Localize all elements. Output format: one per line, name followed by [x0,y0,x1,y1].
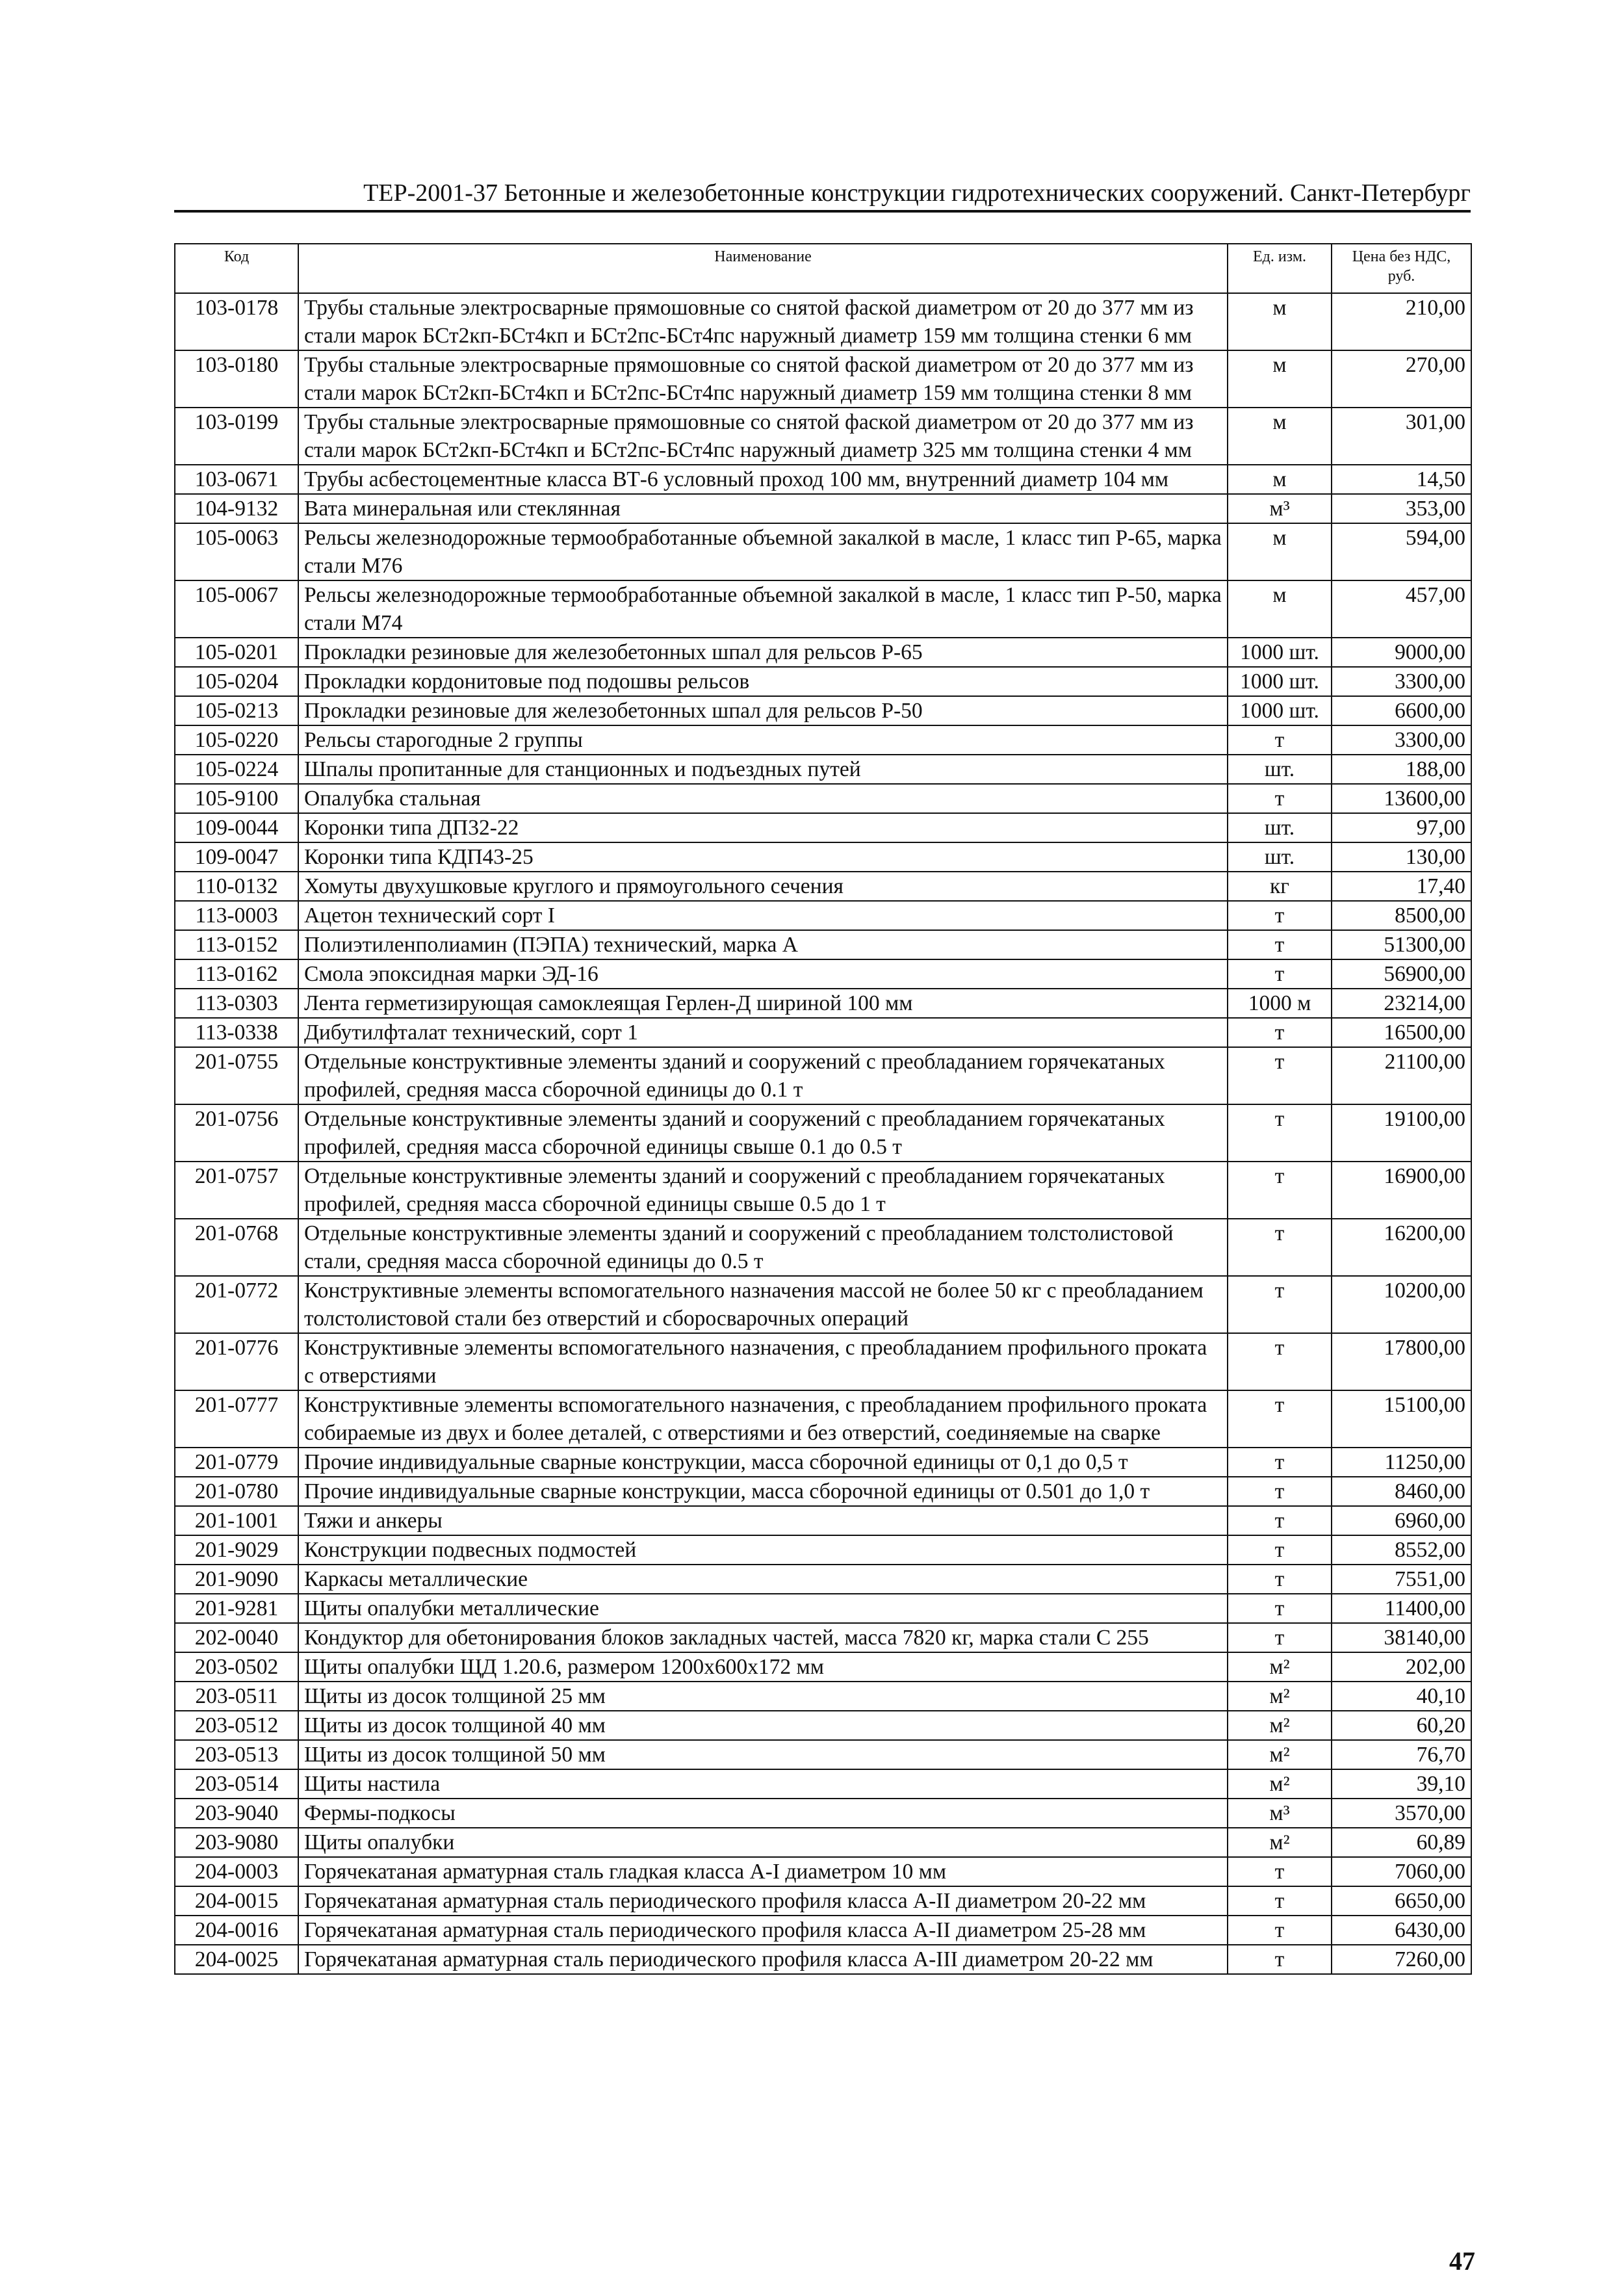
cell-name: Горячекатаная арматурная сталь периодического профиля класса А-III диаметром 20-22 мм [298,1945,1228,1974]
cell-unit: 1000 шт. [1228,696,1332,725]
cell-price: 16900,00 [1332,1162,1471,1219]
cell-name: Щиты настила [298,1769,1228,1799]
cell-name: Горячекатаная арматурная сталь периодического профиля класса А-II диаметром 20-22 мм [298,1886,1228,1916]
cell-unit: т [1228,1276,1332,1333]
cell-price: 11400,00 [1332,1594,1471,1623]
table-row [175,350,1471,408]
cell-name: Конструктивные элементы вспомогательного назначения, с преобладанием профильного проката собираемые из двух и более деталей, с отверстиями и без отверстий, соединяемые на сварке [298,1390,1228,1448]
cell-price: 9000,00 [1332,638,1471,667]
cell-price: 457,00 [1332,580,1471,638]
cell-unit: м [1228,350,1332,408]
cell-price: 76,70 [1332,1740,1471,1769]
table-row [175,1477,1471,1506]
cell-price: 17800,00 [1332,1333,1471,1390]
cell-code: 113-0162 [175,959,298,989]
cell-code: 201-0776 [175,1333,298,1390]
cell-name: Прочие индивидуальные сварные конструкции, масса сборочной единицы от 0.501 до 1,0 т [298,1477,1228,1506]
table-row [175,1506,1471,1535]
cell-unit: 1000 шт. [1228,638,1332,667]
table-row [175,523,1471,580]
cell-name: Коронки типа КДП43-25 [298,842,1228,872]
cell-unit: т [1228,1162,1332,1219]
cell-price: 16200,00 [1332,1219,1471,1276]
cell-name: Отдельные конструктивные элементы зданий и сооружений с преобладанием толстолистовой стали, средняя масса сборочной единицы до 0.5 т [298,1219,1228,1276]
cell-name: Каркасы металлические [298,1565,1228,1594]
table-row [175,784,1471,813]
cell-code: 105-0063 [175,523,298,580]
cell-name: Прочие индивидуальные сварные конструкции, масса сборочной единицы от 0,1 до 0,5 т [298,1448,1228,1477]
cell-unit: т [1228,725,1332,755]
table-row [175,1047,1471,1104]
table-row [175,696,1471,725]
cell-unit: 1000 шт. [1228,667,1332,696]
cell-unit: м² [1228,1682,1332,1711]
cell-code: 203-9040 [175,1799,298,1828]
cell-price: 8500,00 [1332,901,1471,930]
cell-name: Хомуты двухушковые круглого и прямоугольного сечения [298,872,1228,901]
cell-unit: т [1228,1945,1332,1974]
cell-price: 14,50 [1332,465,1471,494]
cell-code: 113-0303 [175,989,298,1018]
table-row [175,1162,1471,1219]
cell-price: 51300,00 [1332,930,1471,959]
cell-unit: т [1228,1916,1332,1945]
cell-unit: м² [1228,1828,1332,1857]
cell-unit: м [1228,580,1332,638]
table-row [175,1448,1471,1477]
cell-price: 3570,00 [1332,1799,1471,1828]
table-row [175,989,1471,1018]
column-header-unit: Ед. изм. [1228,244,1332,293]
table-row [175,1682,1471,1711]
cell-unit: м [1228,465,1332,494]
cell-code: 201-0772 [175,1276,298,1333]
cell-unit: т [1228,959,1332,989]
cell-code: 105-0204 [175,667,298,696]
table-row [175,1740,1471,1769]
table-row [175,1333,1471,1390]
cell-price: 38140,00 [1332,1623,1471,1652]
cell-price: 39,10 [1332,1769,1471,1799]
cell-code: 109-0047 [175,842,298,872]
cell-code: 202-0040 [175,1623,298,1652]
table-row [175,1219,1471,1276]
cell-code: 103-0199 [175,408,298,465]
cell-price: 16500,00 [1332,1018,1471,1047]
cell-name: Щиты опалубки [298,1828,1228,1857]
table-row [175,1828,1471,1857]
cell-price: 7260,00 [1332,1945,1471,1974]
cell-code: 201-9090 [175,1565,298,1594]
cell-price: 6960,00 [1332,1506,1471,1535]
column-header-price: Цена без НДС, руб. [1332,244,1471,293]
cell-code: 203-0502 [175,1652,298,1682]
cell-unit: т [1228,1333,1332,1390]
cell-price: 3300,00 [1332,667,1471,696]
cell-name: Конструкции подвесных подмостей [298,1535,1228,1565]
cell-name: Трубы стальные электросварные прямошовные со снятой фаской диаметром от 20 до 377 мм из стали марок БСт2кп-БСт4кп и БСт2пс-БСт4пс наружный диаметр 159 мм толщина стенки 6 мм [298,293,1228,350]
cell-name: Щиты опалубки металлические [298,1594,1228,1623]
cell-price: 6430,00 [1332,1916,1471,1945]
table-row [175,580,1471,638]
cell-name: Щиты опалубки ЩД 1.20.6, размером 1200х600х172 мм [298,1652,1228,1682]
cell-name: Коронки типа ДП32-22 [298,813,1228,842]
table-row [175,465,1471,494]
cell-price: 60,89 [1332,1828,1471,1857]
cell-price: 353,00 [1332,494,1471,523]
cell-code: 203-9080 [175,1828,298,1857]
cell-price: 7551,00 [1332,1565,1471,1594]
cell-name: Прокладки резиновые для железобетонных шпал для рельсов Р-50 [298,696,1228,725]
cell-name: Конструктивные элементы вспомогательного назначения, с преобладанием профильного проката с отверстиями [298,1333,1228,1390]
table-row [175,1104,1471,1162]
cell-price: 23214,00 [1332,989,1471,1018]
cell-unit: шт. [1228,755,1332,784]
cell-unit: т [1228,784,1332,813]
cell-price: 40,10 [1332,1682,1471,1711]
cell-name: Отдельные конструктивные элементы зданий и сооружений с преобладанием горячекатаных профилей, средняя масса сборочной единицы свыше 0.5 до 1 т [298,1162,1228,1219]
cell-unit: 1000 м [1228,989,1332,1018]
cell-price: 11250,00 [1332,1448,1471,1477]
cell-code: 201-0756 [175,1104,298,1162]
cell-name: Вата минеральная или стеклянная [298,494,1228,523]
cell-code: 201-9281 [175,1594,298,1623]
cell-code: 105-0067 [175,580,298,638]
cell-unit: т [1228,1565,1332,1594]
cell-unit: т [1228,1018,1332,1047]
cell-unit: т [1228,1857,1332,1886]
cell-code: 105-0201 [175,638,298,667]
cell-name: Прокладки кордонитовые под подошвы рельсов [298,667,1228,696]
cell-code: 113-0338 [175,1018,298,1047]
cell-unit: т [1228,1506,1332,1535]
cell-code: 201-0768 [175,1219,298,1276]
table-row [175,667,1471,696]
cell-name: Опалубка стальная [298,784,1228,813]
cell-name: Тяжи и анкеры [298,1506,1228,1535]
cell-code: 201-9029 [175,1535,298,1565]
cell-name: Горячекатаная арматурная сталь гладкая класса А-I диаметром 10 мм [298,1857,1228,1886]
cell-code: 204-0025 [175,1945,298,1974]
cell-unit: м³ [1228,494,1332,523]
table-row [175,842,1471,872]
cell-name: Рельсы железнодорожные термообработанные объемной закалкой в масле, 1 класс тип Р-50, марка стали М74 [298,580,1228,638]
cell-price: 3300,00 [1332,725,1471,755]
cell-unit: т [1228,1886,1332,1916]
cell-code: 203-0511 [175,1682,298,1711]
cell-unit: шт. [1228,813,1332,842]
cell-name: Полиэтиленполиамин (ПЭПА) технический, марка А [298,930,1228,959]
cell-name: Рельсы железнодорожные термообработанные объемной закалкой в масле, 1 класс тип Р-65, марка стали М76 [298,523,1228,580]
cell-unit: т [1228,1104,1332,1162]
table-row [175,1945,1471,1974]
cell-unit: т [1228,1535,1332,1565]
cell-name: Шпалы пропитанные для станционных и подъездных путей [298,755,1228,784]
cell-name: Трубы асбестоцементные класса ВТ-6 условный проход 100 мм, внутренний диаметр 104 мм [298,465,1228,494]
cell-price: 97,00 [1332,813,1471,842]
cell-unit: шт. [1228,842,1332,872]
cell-code: 103-0180 [175,350,298,408]
cell-unit: т [1228,901,1332,930]
cell-name: Отдельные конструктивные элементы зданий и сооружений с преобладанием горячекатаных профилей, средняя масса сборочной единицы до 0.1 т [298,1047,1228,1104]
cell-name: Щиты из досок толщиной 25 мм [298,1682,1228,1711]
cell-code: 103-0178 [175,293,298,350]
cell-name: Дибутилфталат технический, сорт 1 [298,1018,1228,1047]
table-row [175,930,1471,959]
table-row [175,1594,1471,1623]
table-row [175,1799,1471,1828]
table-row [175,638,1471,667]
table-row [175,1652,1471,1682]
cell-name: Щиты из досок толщиной 40 мм [298,1711,1228,1740]
cell-code: 105-0224 [175,755,298,784]
cell-price: 202,00 [1332,1652,1471,1682]
cell-unit: т [1228,930,1332,959]
cell-unit: м² [1228,1711,1332,1740]
cell-unit: м² [1228,1769,1332,1799]
cell-code: 105-9100 [175,784,298,813]
cell-name: Лента герметизирующая самоклеящая Герлен-Д шириной 100 мм [298,989,1228,1018]
cell-unit: м [1228,408,1332,465]
cell-code: 103-0671 [175,465,298,494]
cell-price: 6600,00 [1332,696,1471,725]
cell-price: 210,00 [1332,293,1471,350]
cell-price: 188,00 [1332,755,1471,784]
cell-code: 204-0015 [175,1886,298,1916]
cell-name: Трубы стальные электросварные прямошовные со снятой фаской диаметром от 20 до 377 мм из стали марок БСт2кп-БСт4кп и БСт2пс-БСт4пс наружный диаметр 325 мм толщина стенки 4 мм [298,408,1228,465]
cell-name: Отдельные конструктивные элементы зданий и сооружений с преобладанием горячекатаных профилей, средняя масса сборочной единицы свыше 0.1 до 0.5 т [298,1104,1228,1162]
table-header-row [175,244,1471,293]
cell-price: 60,20 [1332,1711,1471,1740]
table-row [175,1857,1471,1886]
cell-price: 130,00 [1332,842,1471,872]
cell-code: 204-0016 [175,1916,298,1945]
cell-code: 201-0755 [175,1047,298,1104]
cell-unit: кг [1228,872,1332,901]
table-row [175,1565,1471,1594]
cell-name: Фермы-подкосы [298,1799,1228,1828]
cell-unit: т [1228,1219,1332,1276]
cell-name: Кондуктор для обетонирования блоков закладных частей, масса 7820 кг, марка стали С 255 [298,1623,1228,1652]
table-row [175,1623,1471,1652]
cell-unit: т [1228,1047,1332,1104]
document-title: ТЕР-2001-37 Бетонные и железобетонные конструкции гидротехнических сооружений. Санкт-Петербург [363,179,1471,207]
cell-code: 105-0220 [175,725,298,755]
cell-unit: м² [1228,1740,1332,1769]
cell-price: 13600,00 [1332,784,1471,813]
table-row [175,1769,1471,1799]
cell-price: 17,40 [1332,872,1471,901]
table-row [175,725,1471,755]
table-row [175,901,1471,930]
cell-unit: м [1228,293,1332,350]
cell-name: Конструктивные элементы вспомогательного назначения массой не более 50 кг с преобладанием толстолистовой стали без отверстий и сборосварочных операций [298,1276,1228,1333]
table-row [175,1390,1471,1448]
cell-code: 201-1001 [175,1506,298,1535]
cell-unit: м³ [1228,1799,1332,1828]
table-row [175,1916,1471,1945]
cell-unit: т [1228,1477,1332,1506]
cell-price: 7060,00 [1332,1857,1471,1886]
cell-code: 110-0132 [175,872,298,901]
column-header-code: Код [175,244,298,293]
cell-price: 19100,00 [1332,1104,1471,1162]
cell-code: 203-0513 [175,1740,298,1769]
table-row [175,1276,1471,1333]
cell-code: 113-0003 [175,901,298,930]
cell-code: 203-0514 [175,1769,298,1799]
cell-price: 21100,00 [1332,1047,1471,1104]
cell-unit: м [1228,523,1332,580]
cell-code: 113-0152 [175,930,298,959]
table-row [175,1886,1471,1916]
table-row [175,755,1471,784]
table-row [175,872,1471,901]
cell-name: Горячекатаная арматурная сталь периодического профиля класса А-II диаметром 25-28 мм [298,1916,1228,1945]
cell-price: 270,00 [1332,350,1471,408]
cell-unit: т [1228,1390,1332,1448]
column-header-name: Наименование [298,244,1228,293]
cell-code: 203-0512 [175,1711,298,1740]
cell-name: Рельсы старогодные 2 группы [298,725,1228,755]
table-row [175,1018,1471,1047]
cell-price: 10200,00 [1332,1276,1471,1333]
cell-code: 105-0213 [175,696,298,725]
cell-price: 594,00 [1332,523,1471,580]
table-row [175,813,1471,842]
cell-price: 8552,00 [1332,1535,1471,1565]
table-row [175,959,1471,989]
price-table [174,243,1472,1975]
table-row [175,1711,1471,1740]
cell-unit: т [1228,1594,1332,1623]
table-row [175,494,1471,523]
table-row [175,293,1471,350]
cell-price: 15100,00 [1332,1390,1471,1448]
cell-code: 201-0779 [175,1448,298,1477]
cell-code: 104-9132 [175,494,298,523]
cell-code: 201-0777 [175,1390,298,1448]
table-row [175,408,1471,465]
cell-name: Прокладки резиновые для железобетонных шпал для рельсов Р-65 [298,638,1228,667]
cell-code: 204-0003 [175,1857,298,1886]
cell-price: 301,00 [1332,408,1471,465]
cell-price: 56900,00 [1332,959,1471,989]
cell-unit: м² [1228,1652,1332,1682]
cell-price: 6650,00 [1332,1886,1471,1916]
cell-name: Смола эпоксидная марки ЭД-16 [298,959,1228,989]
page-number: 47 [1449,2246,1475,2276]
cell-code: 201-0780 [175,1477,298,1506]
cell-price: 8460,00 [1332,1477,1471,1506]
cell-unit: т [1228,1623,1332,1652]
cell-name: Щиты из досок толщиной 50 мм [298,1740,1228,1769]
table-row [175,1535,1471,1565]
page-header [174,179,1471,213]
cell-code: 109-0044 [175,813,298,842]
cell-name: Ацетон технический сорт I [298,901,1228,930]
cell-unit: т [1228,1448,1332,1477]
table-body [175,293,1471,1974]
cell-name: Трубы стальные электросварные прямошовные со снятой фаской диаметром от 20 до 377 мм из стали марок БСт2кп-БСт4кп и БСт2пс-БСт4пс наружный диаметр 159 мм толщина стенки 8 мм [298,350,1228,408]
cell-code: 201-0757 [175,1162,298,1219]
